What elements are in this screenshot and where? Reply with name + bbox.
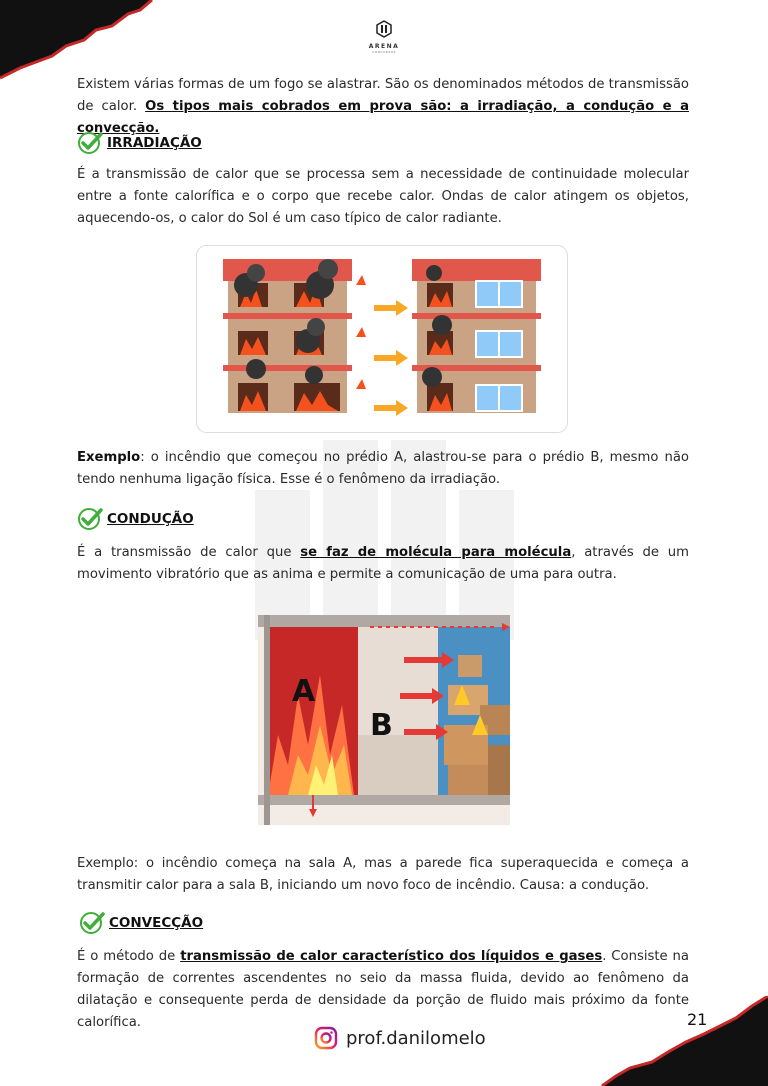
irradiacao-example [77,447,689,491]
building-b [412,259,541,413]
check-icon [77,131,103,155]
room-b-label: B [370,708,393,743]
conveccao-emphasis: transmissão de calor característico dos líquidos e gases [180,949,603,964]
conveccao-body-pre: É o método de [77,949,181,964]
conducao-body-pre: É a transmissão de calor que [77,545,301,560]
instagram-icon [314,1026,338,1050]
heading-conducao [77,507,194,531]
example-label: Exemplo [77,450,141,465]
irradiation-figure [196,245,568,433]
brand-subtitle: CONCURSOS [372,50,396,54]
building-a [223,259,366,413]
top-left-corner-decoration [0,0,160,80]
arena-logo-icon [375,20,393,38]
intro-emphasis: Os tipos mais cobrados em prova são: a irradiação, a condução e a convecção. [77,99,689,136]
conveccao-body-post: . Consiste na formação de correntes ascendentes no seio da massa fluida, devido ao fenômeno da dilatação e consequente perda de densidade da porção de fluido mais próximo da fonte calorífica. [77,949,689,1030]
heading-irradiacao-title: IRRADIAÇÃO [107,135,202,151]
conducao-example: Exemplo: o incêndio começa na sala A, mas a parede fica superaquecida e começa a transmitir calor para a sala B, iniciando um novo foco de incêndio. Causa: a condução. [77,856,689,893]
brand-name: ARENA [368,43,400,50]
instagram-handle[interactable]: prof.danilomelo [346,1027,486,1049]
check-icon [79,911,105,935]
conducao-body [77,542,689,586]
conducao-emphasis: se faz de molécula para molécula [300,545,572,560]
conveccao-body [77,946,689,1034]
heading-conveccao-title: CONVECÇÃO [109,915,204,931]
conduction-figure [258,615,510,825]
footer-social[interactable] [314,1026,486,1050]
page-number: 21 [687,1010,708,1029]
heading-conducao-title: CONDUÇÃO [107,511,194,527]
irradiacao-example-text: : o incêndio que começou no prédio A, alastrou-se para o prédio B, mesmo não tendo nenhuma ligação física. Esse é o fenômeno da irradiação. [77,450,689,487]
irradiacao-body: É a transmissão de calor que se processa sem a necessidade de continuidade molecular entre a fonte calorífica e o corpo que recebe calor. Ondas de calor atingem os objetos, aquecendo-os, o calor do Sol é um caso típico de calor radiante. [77,167,689,226]
heading-irradiacao [77,131,202,155]
check-icon [77,507,103,531]
conducao-body-post: , através de um movimento vibratório que as anima e permite a comunicação de uma para outra. [77,545,690,582]
brand-logo [364,20,404,54]
heading-conveccao [79,911,203,935]
room-a-label: A [292,674,316,709]
intro-text: Existem várias formas de um fogo se alastrar. São os denominados métodos de transmissão de calor. [77,77,689,114]
